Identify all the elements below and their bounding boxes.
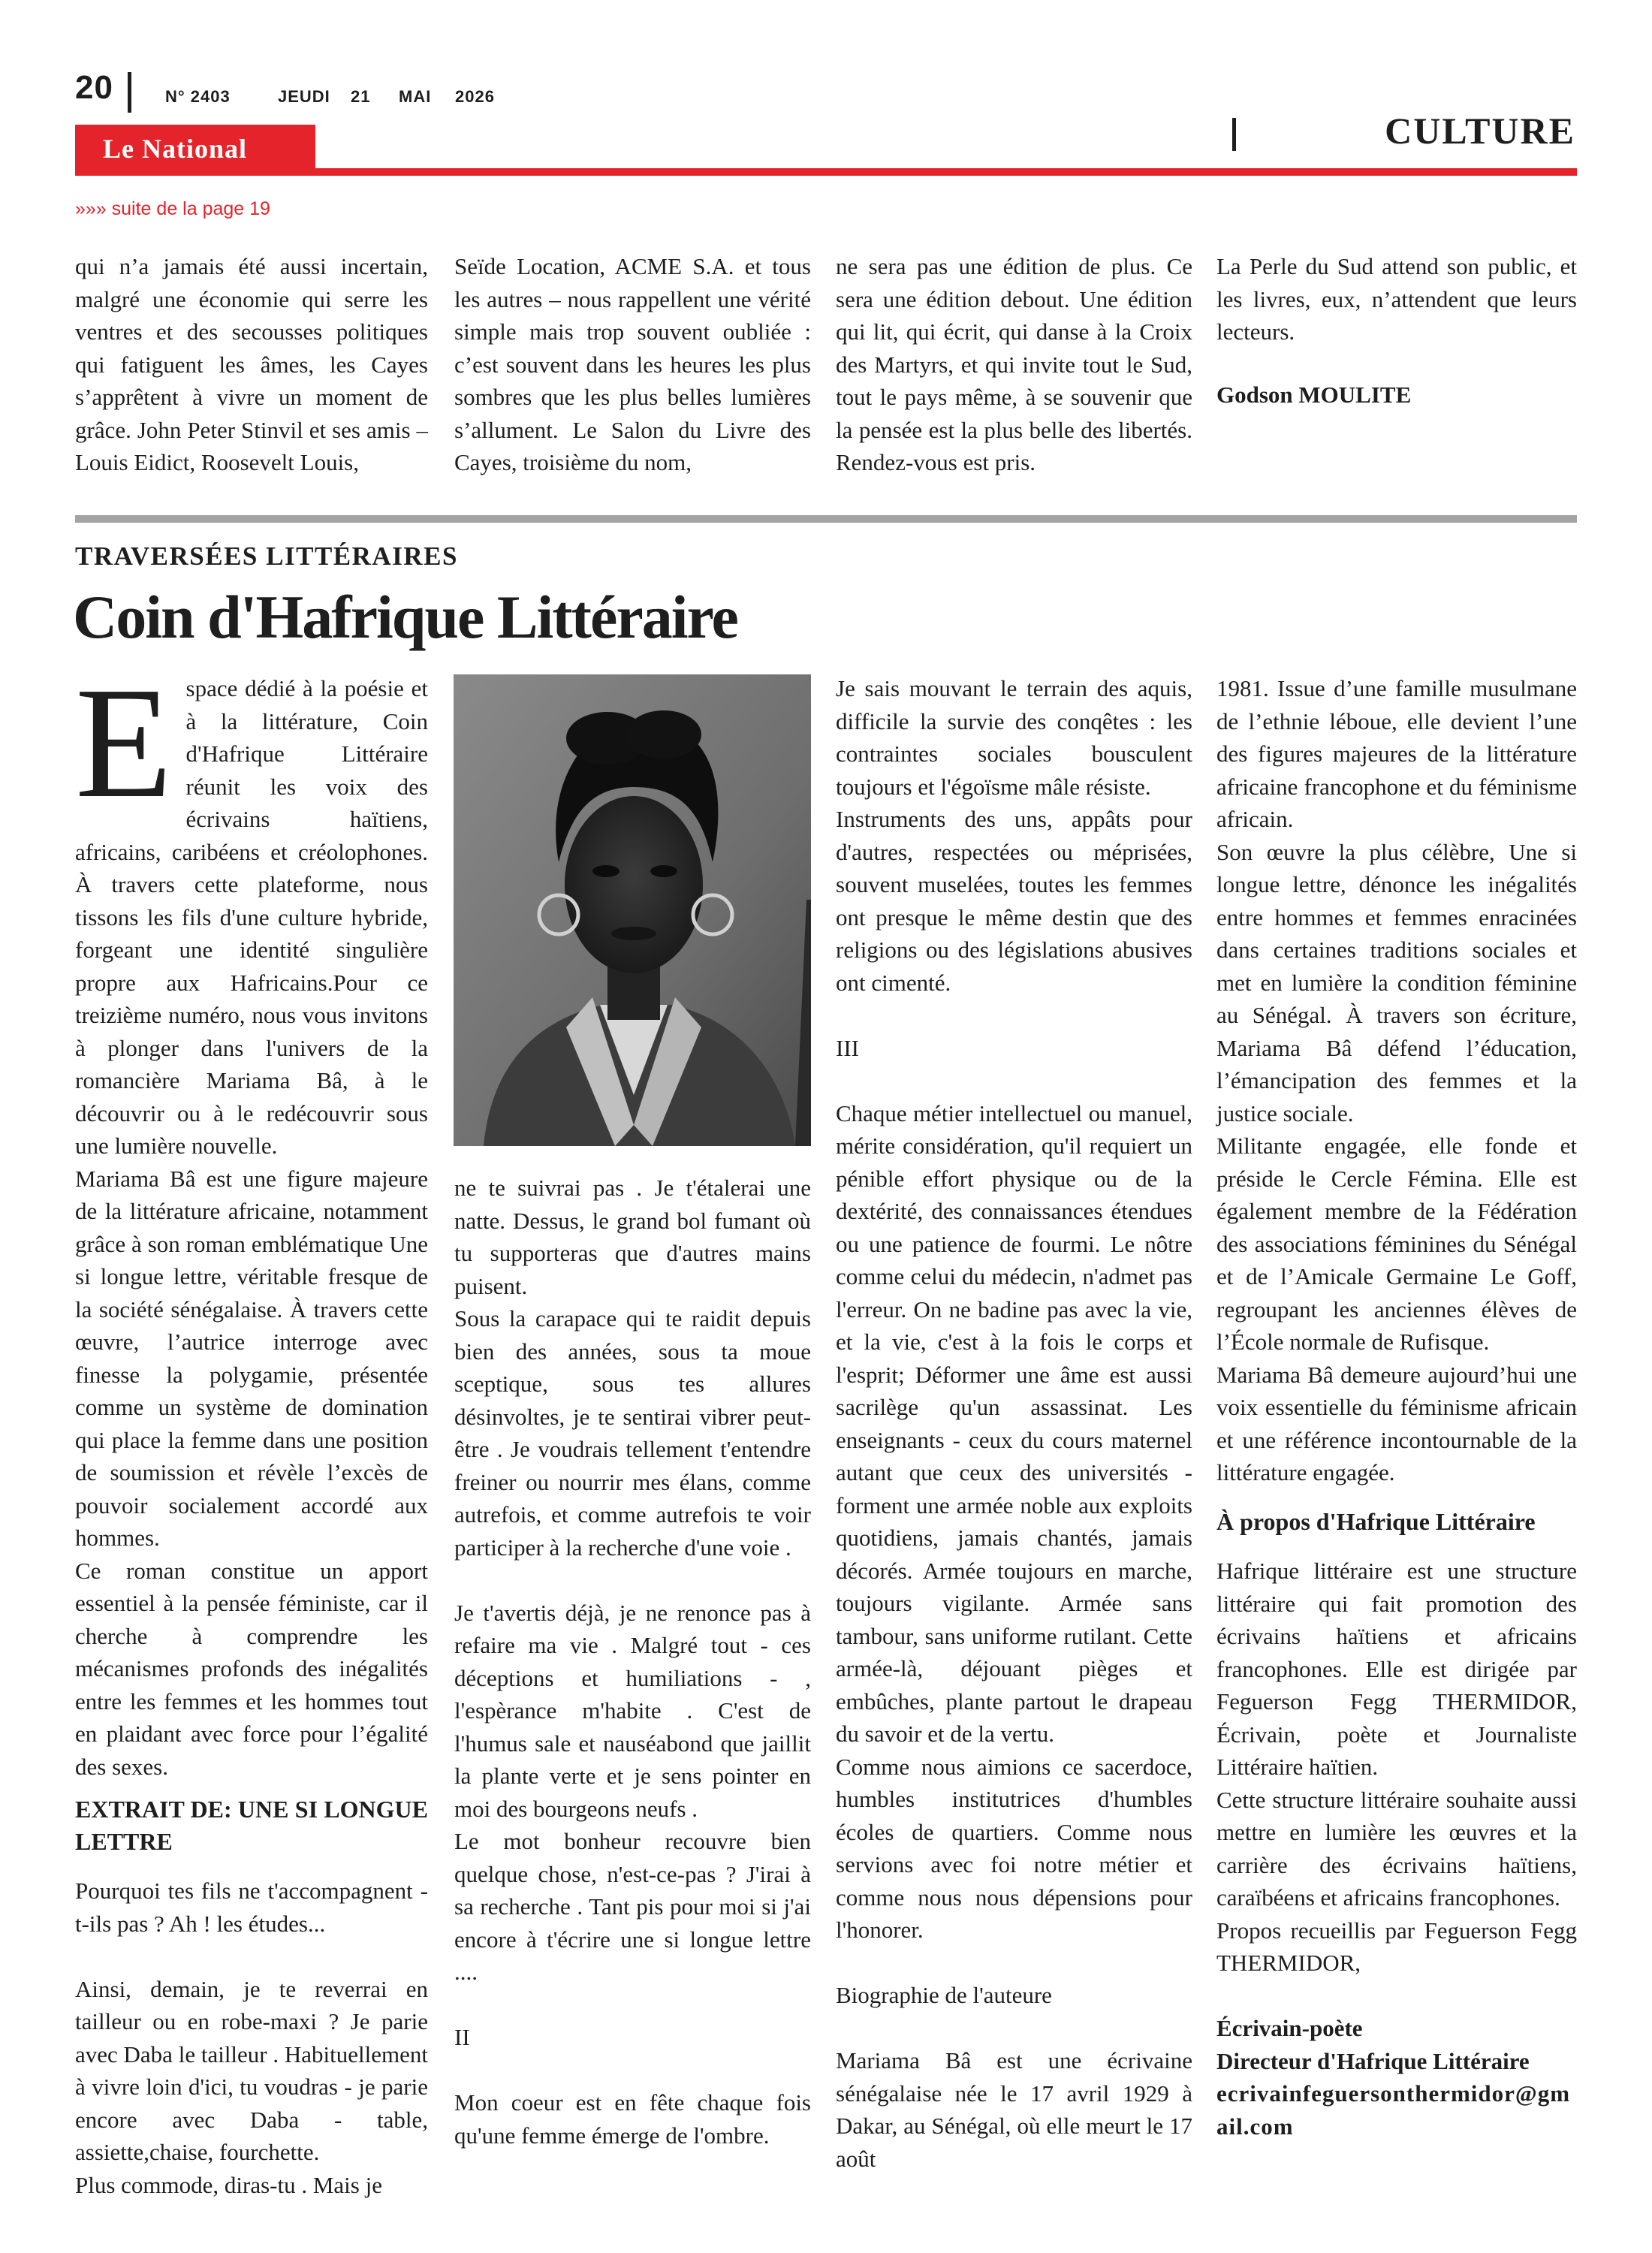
article-paragraph: Ce roman constitue un apport essentiel à la pensée féministe, car il cherche à comprendre les mécanismes profonds des inégalités entre les femmes et les hommes tout en plaidant avec force pour l’égalité des sexes.	[75, 1557, 428, 1780]
excerpt-paragraph: ne te suivrai pas . Je t'étalerai une natte. Dessus, le grand bol fumant où tu supporteras que d'autres mains puisent.	[454, 1175, 811, 1299]
intro-text: space dédié à la poésie et à la littérature, Coin d'Hafrique Littéraire réunit les voix des écrivains haïtiens, africains, caribéens et créolophones. À travers cette plateforme, nous tissons les fils d'une culture hybride, forgeant une identité singulière propre aux Hafricains.Pour ce treizième numéro, nous vous invitons à plonger dans l'univers de la romancière Mariama Bâ, à le découvrir ou à le redécouvrir sous une lumière nouvelle.	[75, 675, 428, 1159]
excerpt-paragraph: Pourquoi tes fils ne t'accompagnent -t-ils pas ? Ah ! les études...	[75, 1878, 428, 1937]
signature-title: Directeur d'Hafrique Littéraire	[1216, 2047, 1530, 2074]
drop-cap: E	[75, 654, 173, 831]
excerpt-paragraph: Je sais mouvant le terrain des aquis, difficile la survie des conqêtes : les contraintes sociales bousculent toujours et l'égoïsme mâle résiste.	[836, 675, 1192, 800]
about-paragraph: Cette structure littéraire souhaite aussi mettre en lumière les œuvres et la carrière des écrivains haïtiens, caraïbéens et africains francophones.	[1216, 1786, 1577, 1911]
top-article-signature: Godson MOULITE	[1216, 381, 1412, 408]
bio-heading: Biographie de l'auteure	[836, 1982, 1052, 2008]
article-headline: Coin d'Hafrique Littéraire	[73, 583, 737, 651]
brand-logo: Le National	[103, 134, 248, 164]
article-col-1	[75, 654, 428, 2201]
signature-email: ecrivainfeguersonthermidor@gmail.com	[1216, 2080, 1571, 2140]
bio-paragraph: Son œuvre la plus célèbre, Une si longue lettre, dénonce les inégalités entre hommes et femmes enracinées dans certaines traditions sociales et met en lumière la condition féminine au Sénégal. À travers son écriture, Mariama Bâ défend l’éducation, l’émancipation des femmes et la justice sociale.	[1216, 838, 1577, 1126]
excerpt-paragraph: Le mot bonheur recouvre bien quelque chose, n'est-ce-pas ? J'irai à sa recherche . Tant pis pour moi si j'ai encore à t'écrire une si longue lettre ....	[454, 1828, 811, 1985]
excerpt-paragraph: Comme nous aimions ce sacerdoce, humbles institutrices d'humbles écoles de quartiers. Comme nous servions avec foi notre métier et comme nous nous dépensions pour l'honorer.	[836, 1753, 1192, 1943]
bio-paragraph: 1981. Issue d’une famille musulmane de l’ethnie léboue, elle devient l’une des figures majeures de la littérature africaine francophone et du féminisme africain.	[1216, 675, 1577, 832]
issue-number: N° 2403	[165, 87, 231, 106]
article-col-2	[454, 1172, 811, 2152]
top-article-text: qui n’a jamais été aussi incertain, malgré une économie qui serre les ventres et des secousses politiques qui fatiguent les âmes, les Cayes s’apprêtent à vivre un moment de grâce. John Peter Stinvil et ses amis – Louis Eidict, Roosevelt Louis,	[75, 253, 428, 475]
top-article-col-2	[454, 250, 811, 479]
issue-date-day: 21	[351, 87, 371, 106]
excerpt-paragraph: Ainsi, demain, je te reverrai en tailleur ou en robe-maxi ? Je parie avec Daba le tailleur . Habituellement à vivre loin d'ici, tu voudras - je parie encore avec Daba - table, assiette,chaise, fourchette.	[75, 1975, 428, 2165]
excerpt-paragraph: Instruments des uns, appâts pour d'autres, respectées ou méprisées, souvent muselées, toutes les femmes ont presque le même destin que des religions ou des législations abusives ont cimenté.	[836, 806, 1192, 996]
section-separator	[1232, 118, 1236, 151]
page-number: 20	[75, 69, 113, 106]
section-title: CULTURE	[1385, 110, 1575, 152]
section-numeral: III	[836, 1034, 859, 1061]
top-article-text: Seïde Location, ACME S.A. et tous les autres – nous rappellent une vérité simple mais trop souvent oubliée : c’est souvent dans les heures les plus sombres que les plus belles lumières s’allument. Le Salon du Livre des Cayes, troisième du nom,	[454, 253, 811, 475]
excerpt-paragraph: Mon coeur est en fête chaque fois qu'une femme émerge de l'ombre.	[454, 2089, 811, 2149]
bio-paragraph: Mariama Bâ demeure aujourd’hui une voix essentielle du féminisme africain et une référence incontournable de la littérature engagée.	[1216, 1361, 1577, 1485]
issue-year: 2026	[455, 87, 495, 106]
excerpt-paragraph: Chaque métier intellectuel ou manuel, mérite considération, qu'il requiert un pénible effort physique ou de la dextérité, des connaissances étendues ou une patience de fourmi. Le nôtre comme celui du médecin, n'admet pas l'erreur. On ne badine pas avec la vie, et la vie, c'est à la fois le corps et l'esprit; Déformer une âme est aussi sacrilège qu'un assassinat. Les enseignants - ceux du cours maternel autant que ceux des universités - forment une armée noble aux exploits quotidiens, jamais chantés, jamais décorés. Armée toujours en marche, toujours vigilante. Armée sans tambour, sans uniforme rutilant. Cette armée-là, déjouant pièges et embûches, plante partout le drapeau du savoir et de la vertu.	[836, 1099, 1192, 1747]
article-col-4	[1216, 672, 1577, 2143]
top-article-col-1	[75, 250, 428, 479]
excerpt-paragraph: Je t'avertis déjà, je ne renonce pas à refaire ma vie . Malgré tout - ces déceptions et humiliations - , l'espèrance m'habite . C'est de l'humus sale et nauséabond que jaillit la plante verte et je sens pointer en moi des bourgeons neufs .	[454, 1599, 811, 1822]
continued-from: »»» suite de la page 19	[75, 198, 270, 219]
author-photo	[454, 674, 811, 1146]
header-rule	[75, 168, 1577, 176]
article-divider	[75, 515, 1577, 523]
signature-role: Écrivain-poète	[1216, 2015, 1363, 2041]
bio-paragraph: Militante engagée, elle fonde et préside le Cercle Fémina. Elle est également membre de la Fédération des associations féminines du Sénégal et de l’Amicale Germaine Le Goff, regroupant les anciennes élèves de l’École normale de Rufisque.	[1216, 1133, 1577, 1355]
top-article-text: La Perle du Sud attend son public, et les livres, eux, n’attendent que leurs lecteurs.	[1216, 253, 1577, 345]
issue-month: MAI	[399, 87, 432, 106]
article-col-3	[836, 672, 1192, 2175]
section-numeral: II	[454, 2024, 470, 2050]
article-kicker: TRAVERSÉES LITTÉRAIRES	[75, 541, 458, 571]
article-paragraph: Mariama Bâ est une figure majeure de la littérature africaine, notamment grâce à son roman emblématique Une si longue lettre, véritable fresque de la société sénégalaise. À travers cette œuvre, l’autrice interroge avec finesse la polygamie, présentée comme un système de domination qui place la femme dans une position de soumission et révèle l’excès de pouvoir socialement accordé aux hommes.	[75, 1165, 428, 1551]
article-intro	[75, 654, 428, 1163]
top-article-text: ne sera pas une édition de plus. Ce sera une édition debout. Une édition qui lit, qui écrit, qui danse à la Croix des Martyrs, et qui invite tout le Sud, tout le pays même, à se souvenir que la pensée est la plus belle des libertés. Rendez-vous est pris.	[836, 253, 1192, 475]
excerpt-heading: EXTRAIT DE: UNE SI LONGUE LETTRE	[75, 1796, 428, 1855]
excerpt-paragraph: Sous la carapace qui te raidit depuis bien des années, sous ta moue sceptique, sous tes allures désinvoltes, je te sentirai vibrer peut-être . Je voudrais tellement t'entendre freiner ou nourrir mes élans, comme autrefois, et comme autrefois te voir participer à la recherche d'une voie .	[454, 1305, 811, 1561]
top-article-col-4	[1216, 250, 1577, 411]
header-separator	[128, 72, 131, 113]
about-paragraph: Propos recueillis par Feguerson Fegg THERMIDOR,	[1216, 1917, 1577, 1976]
about-paragraph: Hafrique littéraire est une structure littéraire qui fait promotion des écrivains haïtiens et africains francophones. Elle est dirigée par Feguerson Fegg THERMIDOR, Écrivain, poète et Journaliste Littéraire haïtien.	[1216, 1558, 1577, 1780]
issue-day: JEUDI	[278, 87, 330, 106]
excerpt-paragraph: Plus commode, diras-tu . Mais je	[75, 2171, 382, 2198]
about-heading: À propos d'Hafrique Littéraire	[1216, 1507, 1536, 1535]
bio-paragraph: Mariama Bâ est une écrivaine sénégalaise née le 17 avril 1929 à Dakar, au Sénégal, où elle meurt le 17 août	[836, 2047, 1192, 2172]
top-article-col-3	[836, 250, 1192, 479]
